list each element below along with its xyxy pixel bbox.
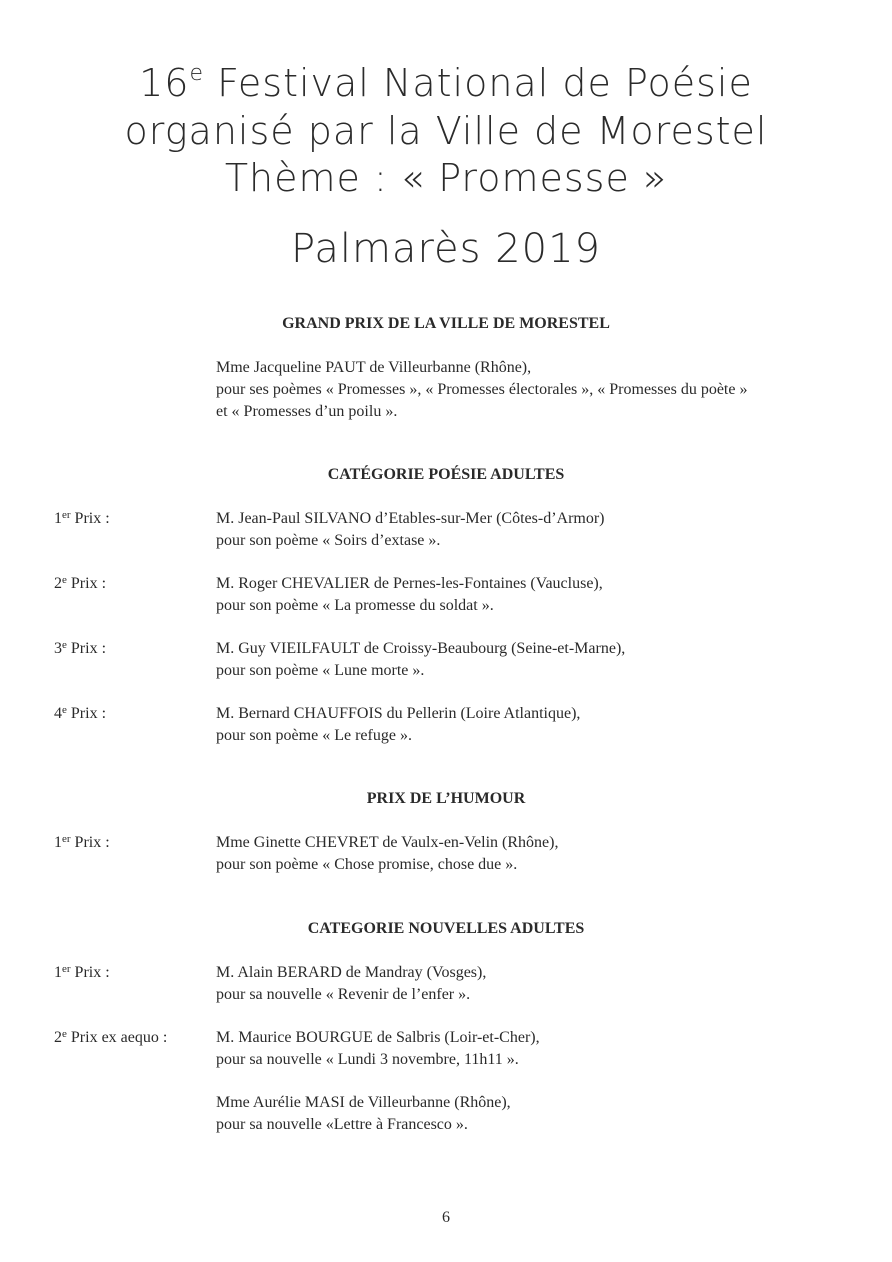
winner-name: Mme Ginette CHEVRET de Vaulx-en-Velin (Rhône), — [216, 834, 559, 851]
poesie-adultes-heading: CATÉGORIE POÉSIE ADULTES — [327, 466, 565, 483]
prize-ordinal: er — [62, 833, 71, 845]
prize-label — [54, 508, 110, 530]
prize-suffix: Prix : — [70, 834, 110, 851]
prize-winner — [216, 508, 605, 552]
theme-title: Thème : « Promesse » — [224, 156, 668, 200]
page-number: 6 — [442, 1209, 450, 1226]
prize-number: 2 — [54, 575, 62, 592]
prize-number: 3 — [54, 640, 62, 657]
title-line1: Festival National de Poésie — [204, 61, 753, 105]
prize-suffix: Prix : — [66, 705, 107, 722]
prize-winner — [216, 1092, 511, 1136]
prize-number: 4 — [54, 705, 62, 722]
humour-heading: PRIX DE L’HUMOUR — [366, 790, 526, 807]
prize-label — [54, 573, 106, 595]
grand-prix-text — [216, 357, 747, 423]
palmares-title: Palmarès 2019 — [291, 226, 601, 272]
prize-winner — [216, 638, 625, 682]
prize-number: 1 — [54, 510, 62, 527]
prize-number: 1 — [54, 964, 62, 981]
winner-work: pour sa nouvelle « Lundi 3 novembre, 11h11 ». — [216, 1051, 519, 1068]
prize-suffix: Prix : — [70, 964, 110, 981]
winner-work: pour son poème « Soirs d’extase ». — [216, 532, 441, 549]
winner-name: M. Alain BERARD de Mandray (Vosges), — [216, 964, 487, 981]
winner-name: M. Maurice BOURGUE de Salbris (Loir-et-Cher), — [216, 1029, 540, 1046]
prize-winner — [216, 703, 580, 747]
prize-suffix: Prix : — [66, 575, 107, 592]
winner-work: pour sa nouvelle «Lettre à Francesco ». — [216, 1116, 468, 1133]
prize-label — [54, 638, 106, 660]
winner-name: M. Bernard CHAUFFOIS du Pellerin (Loire Atlantique), — [216, 705, 581, 722]
prize-winner — [216, 962, 486, 1006]
winner-work: pour son poème « Lune morte ». — [216, 662, 425, 679]
prize-label — [54, 962, 110, 984]
prize-winner — [216, 573, 603, 617]
winner-name: Mme Aurélie MASI de Villeurbanne (Rhône), — [216, 1094, 511, 1111]
winner-work: pour sa nouvelle « Revenir de l’enfer ». — [216, 986, 471, 1003]
prize-ordinal: er — [62, 963, 71, 975]
prize-ordinal: e — [62, 1028, 67, 1040]
title-number: 16 — [139, 61, 190, 105]
winner-work: pour son poème « La promesse du soldat ». — [216, 597, 494, 614]
prize-label — [54, 1027, 167, 1049]
winner-name: M. Guy VIEILFAULT de Croissy-Beaubourg (Seine-et-Marne), — [216, 640, 626, 657]
grand-prix-line: Mme Jacqueline PAUT de Villeurbanne (Rhône), — [216, 359, 532, 376]
festival-title — [0, 50, 892, 155]
title-ordinal-sup: e — [189, 61, 205, 86]
winner-work: pour son poème « Le refuge ». — [216, 727, 412, 744]
prize-suffix: Prix : — [70, 510, 110, 527]
nouvelles-adultes-heading: CATEGORIE NOUVELLES ADULTES — [307, 920, 585, 937]
prize-number: 2 — [54, 1029, 62, 1046]
grand-prix-line: pour ses poèmes « Promesses », « Promesses électorales », « Promesses du poète » — [216, 381, 748, 398]
winner-name: M. Jean-Paul SILVANO d’Etables-sur-Mer (Côtes-d’Armor) — [216, 510, 605, 527]
prize-suffix: Prix : — [66, 640, 107, 657]
prize-label — [54, 832, 110, 854]
prize-ordinal: er — [62, 509, 71, 521]
grand-prix-line: et « Promesses d’un poilu ». — [216, 403, 398, 420]
prize-winner — [216, 1027, 540, 1071]
prize-ordinal: e — [62, 704, 67, 716]
winner-work: pour son poème « Chose promise, chose due ». — [216, 856, 518, 873]
prize-number: 1 — [54, 834, 62, 851]
grand-prix-heading: GRAND PRIX DE LA VILLE DE MORESTEL — [282, 315, 610, 332]
prize-suffix: Prix ex aequo : — [66, 1029, 168, 1046]
prize-winner — [216, 832, 558, 876]
title-line2: organisé par la Ville de Morestel — [124, 109, 768, 153]
prize-ordinal: e — [62, 574, 67, 586]
prize-label — [54, 703, 106, 725]
prize-ordinal: e — [62, 639, 67, 651]
winner-name: M. Roger CHEVALIER de Pernes-les-Fontaines (Vaucluse), — [216, 575, 603, 592]
